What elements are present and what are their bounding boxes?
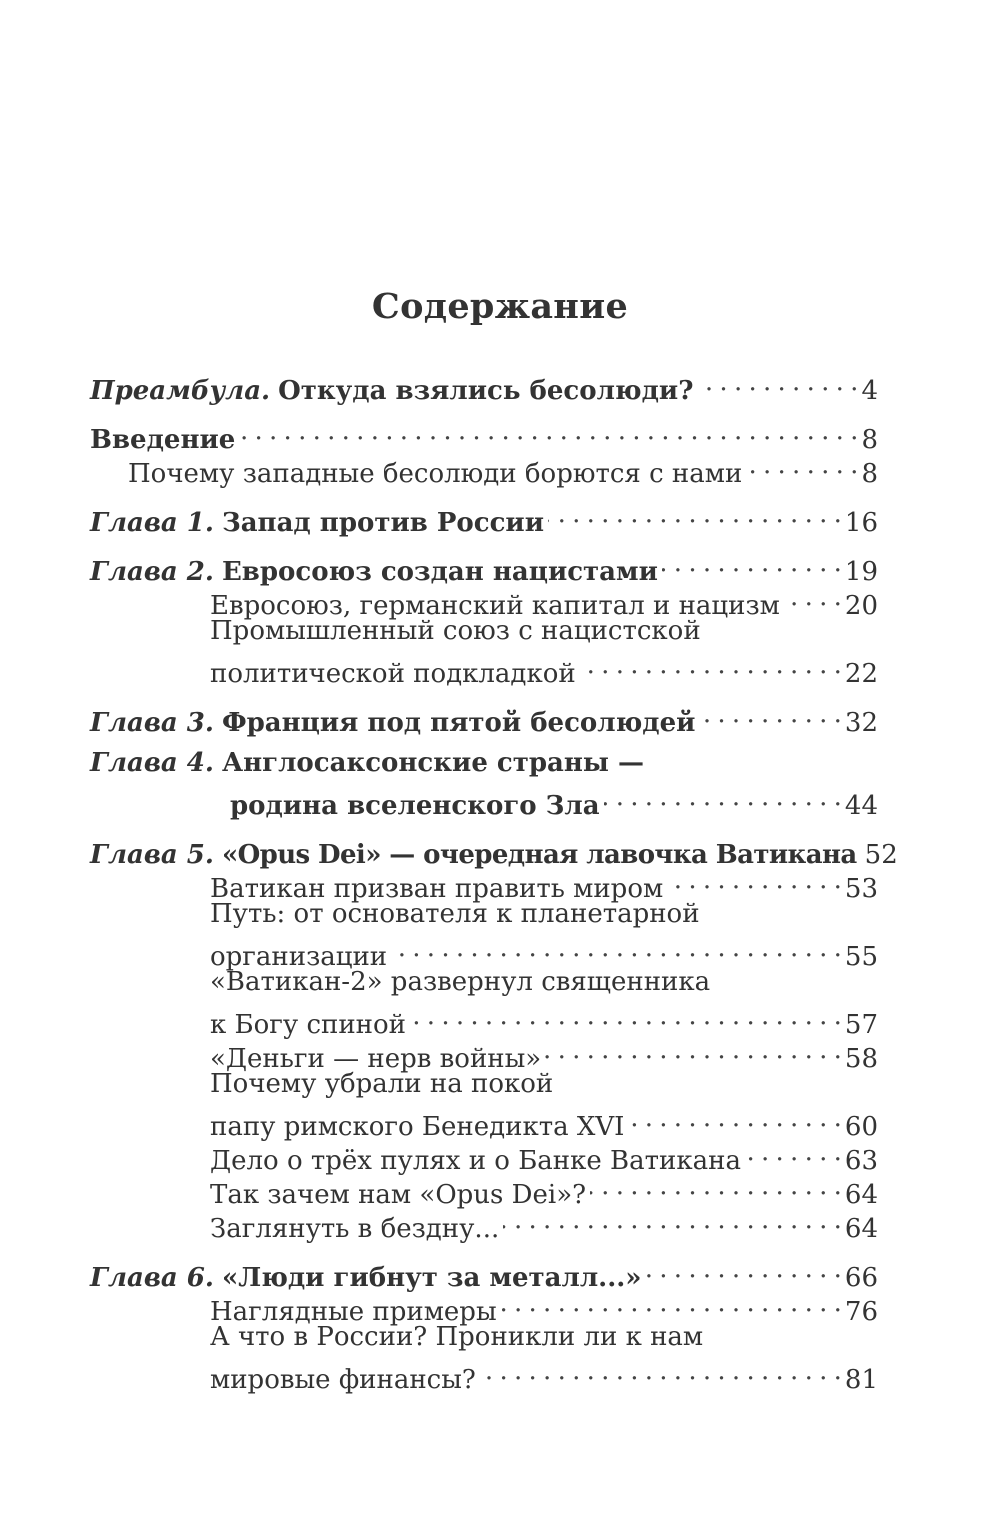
toc-entry-chapter-2 [90, 546, 878, 587]
entry-title: Путь: от основателя к планетарной [210, 899, 700, 929]
entry-title: Запад против России [221, 508, 544, 538]
page-number: 19 [844, 557, 878, 587]
entry-title: Почему убрали на покой [210, 1069, 554, 1099]
toc-subentry [90, 965, 878, 999]
page-number: 60 [844, 1112, 878, 1142]
dot-leader [239, 414, 857, 448]
entry-title: Так зачем нам «Opus Dei»? [210, 1180, 587, 1210]
entry-title: папу римского Бенедикта XVI [210, 1112, 625, 1142]
entry-title: Наглядные примеры [210, 1297, 497, 1327]
page-number: 22 [844, 659, 878, 689]
dot-leader [548, 497, 841, 531]
entry-title: Ватикан призван править миром [210, 874, 664, 904]
entry-prefix: Глава 3. [90, 708, 214, 738]
page-number: 52 [864, 840, 898, 870]
page-number: 4 [861, 376, 878, 406]
entry-title: Англосаксонские страны — [221, 748, 645, 778]
toc-entry-introduction [90, 414, 878, 455]
page-number: 8 [861, 425, 878, 455]
entry-title: Франция под пятой бесолюдей [221, 708, 696, 738]
entry-title: Заглянуть в бездну... [210, 1214, 500, 1244]
page-number: 66 [844, 1263, 878, 1293]
dot-leader [628, 1101, 840, 1135]
dot-leader [590, 1169, 841, 1203]
dot-leader [784, 580, 841, 614]
page-number: 63 [844, 1146, 878, 1176]
dot-leader [746, 448, 857, 482]
page-number: 20 [844, 591, 878, 621]
toc-entry-chapter-1 [90, 497, 878, 538]
dot-leader [699, 697, 840, 731]
toc-subentry [90, 1354, 878, 1395]
dot-leader [667, 863, 841, 897]
dot-leader [604, 780, 841, 814]
page-number: 55 [844, 942, 878, 972]
page-number: 64 [844, 1214, 878, 1244]
toc-entry-chapter-3 [90, 697, 878, 738]
entry-title: «Opus Dei» — очередная лавочка Ватикана [221, 840, 857, 870]
entry-title: политической подкладкой [210, 659, 576, 689]
entry-prefix: Глава 5. [90, 840, 214, 870]
page-number: 81 [844, 1365, 878, 1395]
entry-prefix: Глава 6. [90, 1263, 214, 1293]
dot-leader [646, 1252, 841, 1286]
dot-leader [480, 1354, 841, 1388]
entry-title: организации [210, 942, 388, 972]
page-title: Содержание [371, 286, 629, 327]
page-number: 44 [844, 791, 878, 821]
page-number: 57 [844, 1010, 878, 1040]
entry-title: к Богу спиной [210, 1010, 406, 1040]
toc-entry-preamble [90, 365, 878, 406]
entry-title: мировые финансы? [210, 1365, 476, 1395]
dot-leader [662, 546, 841, 580]
dot-leader [697, 365, 857, 399]
entry-title: Евросоюз создан нацистами [221, 557, 658, 587]
entry-prefix: Глава 4. [90, 748, 214, 778]
dot-leader [391, 931, 841, 965]
entry-title: Введение [90, 425, 236, 455]
toc-entry-chapter-4-cont [90, 780, 878, 821]
toc-subentry [90, 1067, 878, 1101]
entry-title: Почему западные бесолюди борются с нами [128, 459, 743, 489]
toc-subentry [90, 897, 878, 931]
dot-leader [501, 1286, 841, 1320]
entry-title: А что в России? Проникли ли к нам [210, 1322, 704, 1352]
page-number: 76 [844, 1297, 878, 1327]
page-number: 53 [844, 874, 878, 904]
dot-leader [745, 1135, 841, 1169]
entry-title: Промышленный союз с нацистской [210, 616, 701, 646]
entry-prefix: Глава 1. [90, 508, 214, 538]
dot-leader [545, 1033, 841, 1067]
toc-subentry [90, 1320, 878, 1354]
toc-subentry [90, 1033, 878, 1074]
table-of-contents [90, 365, 898, 1395]
page-number: 32 [844, 708, 878, 738]
entry-title: Дело о трёх пулях и о Банке Ватикана [210, 1146, 741, 1176]
page-number: 8 [861, 459, 878, 489]
toc-subentry [90, 999, 878, 1040]
dot-leader [503, 1203, 841, 1237]
dot-leader [580, 648, 841, 682]
entry-title: «Люди гибнут за металл...» [221, 1263, 642, 1293]
toc-subentry [90, 931, 878, 972]
entry-title: «Ватикан-2» развернул священника [210, 967, 711, 997]
toc-subentry [90, 1101, 878, 1142]
entry-title: Откуда взялись бесолюди? [278, 376, 694, 406]
entry-title: «Деньги — нерв войны» [210, 1044, 542, 1074]
dot-leader [410, 999, 841, 1033]
toc-entry-chapter-5 [90, 829, 898, 870]
entry-prefix: Преамбула. [90, 376, 271, 406]
page-number: 58 [844, 1044, 878, 1074]
toc-entry-chapter-6 [90, 1252, 878, 1293]
toc-entry-chapter-4 [90, 746, 878, 780]
entry-title: Евросоюз, германский капитал и нацизм [210, 591, 780, 621]
page-number: 64 [844, 1180, 878, 1210]
toc-subentry [90, 648, 878, 689]
entry-prefix: Глава 2. [90, 557, 214, 587]
entry-title: родина вселенского Зла [230, 791, 600, 821]
page-number: 16 [844, 508, 878, 538]
